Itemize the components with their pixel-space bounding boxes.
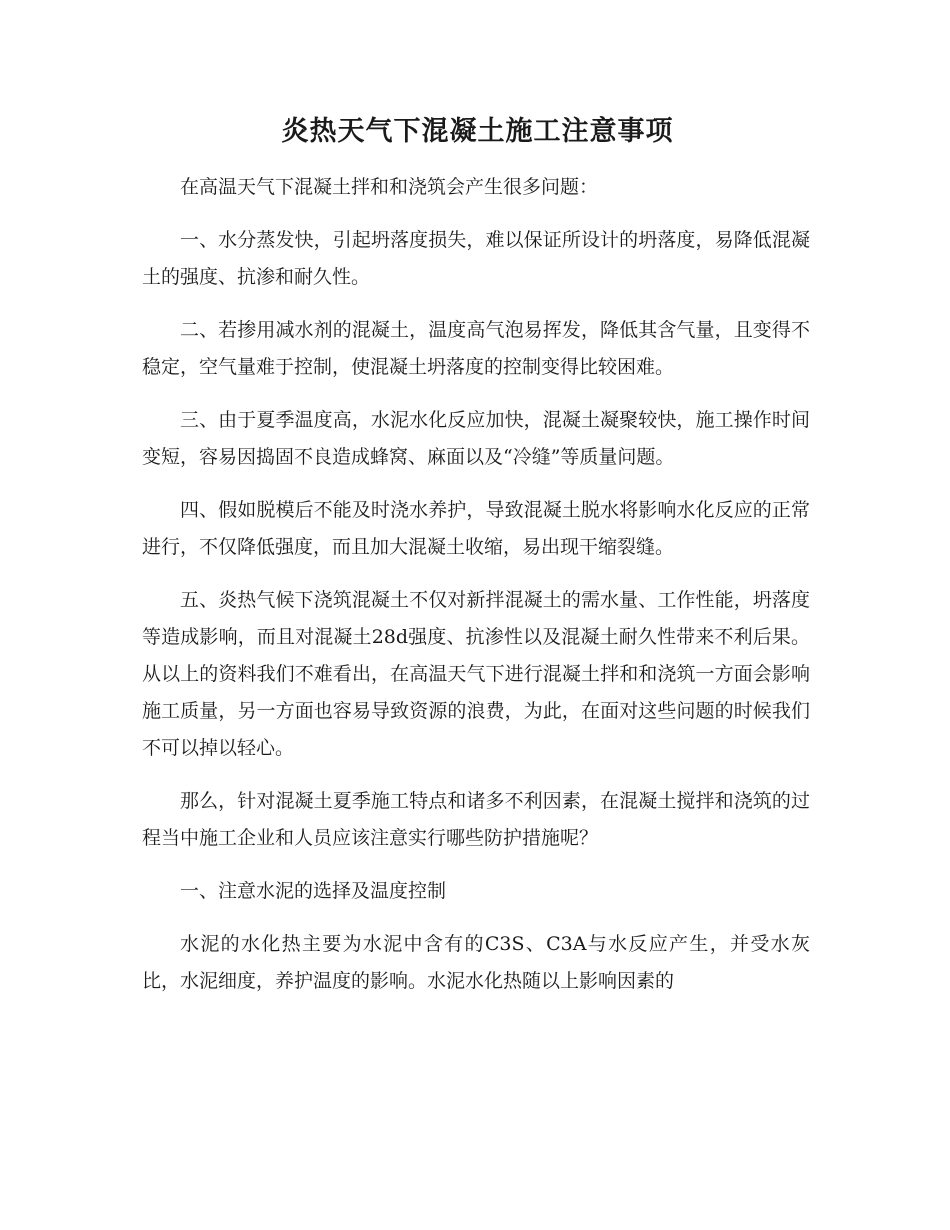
paragraph-problem-1: 一、水分蒸发快，引起坍落度损失，难以保证所设计的坍落度，易降低混凝土的强度、抗渗和耐久性。 (142, 229, 810, 288)
paragraph-gap (142, 857, 810, 873)
paragraph-gap (142, 206, 810, 222)
paragraph-problem-5: 五、炎热气候下浇筑混凝土不仅对新拌混凝土的需水量、工作性能，坍落度等造成影响，而且对混凝土28d强度、抗渗性以及混凝土耐久性带来不利后果。从以上的资料我们不难看出，在高温天气下进行混凝土拌和和浇筑一方面会影响施工质量，另一方面也容易导致资源的浪费，为此，在面对这些问题的时候我们不可以掉以轻心。 (142, 589, 810, 759)
document-page (142, 112, 810, 1000)
paragraph-cement: 水泥的水化热主要为水泥中含有的C3S、C3A与水反应产生，并受水灰比，水泥细度，养护温度的影响。水泥水化热随以上影响因素的 (142, 933, 810, 992)
paragraph-intro: 在高温天气下混凝土拌和和浇筑会产生很多问题： (180, 176, 599, 198)
paragraph-problem-4: 四、假如脱模后不能及时浇水养护，导致混凝土脱水将影响水化反应的正常进行，不仅降低强度，而且加大混凝土收缩，易出现干缩裂缝。 (142, 499, 810, 558)
paragraph-gap (142, 566, 810, 582)
paragraph-problem-3: 三、由于夏季温度高，水泥水化反应加快，混凝土凝聚较快，施工操作时间变短，容易因捣固不良造成蜂窝、麻面以及“冷缝”等质量问题。 (142, 409, 810, 468)
paragraph-question: 那么，针对混凝土夏季施工特点和诸多不利因素，在混凝土搅拌和浇筑的过程当中施工企业和人员应该注意实行哪些防护措施呢？ (142, 790, 810, 849)
paragraph-problem-2: 二、若掺用减水剂的混凝土，温度高气泡易挥发，降低其含气量，且变得不稳定，空气量难于控制，使混凝土坍落度的控制变得比较困难。 (142, 319, 810, 378)
document-title: 炎热天气下混凝土施工注意事项 (281, 116, 674, 147)
title-spacer (142, 152, 810, 169)
section-heading-1: 一、注意水泥的选择及温度控制 (180, 880, 447, 902)
paragraph-gap (142, 386, 810, 402)
paragraph-gap (142, 910, 810, 926)
paragraph-gap (142, 476, 810, 492)
paragraph-gap (142, 296, 810, 312)
paragraph-gap (142, 767, 810, 783)
